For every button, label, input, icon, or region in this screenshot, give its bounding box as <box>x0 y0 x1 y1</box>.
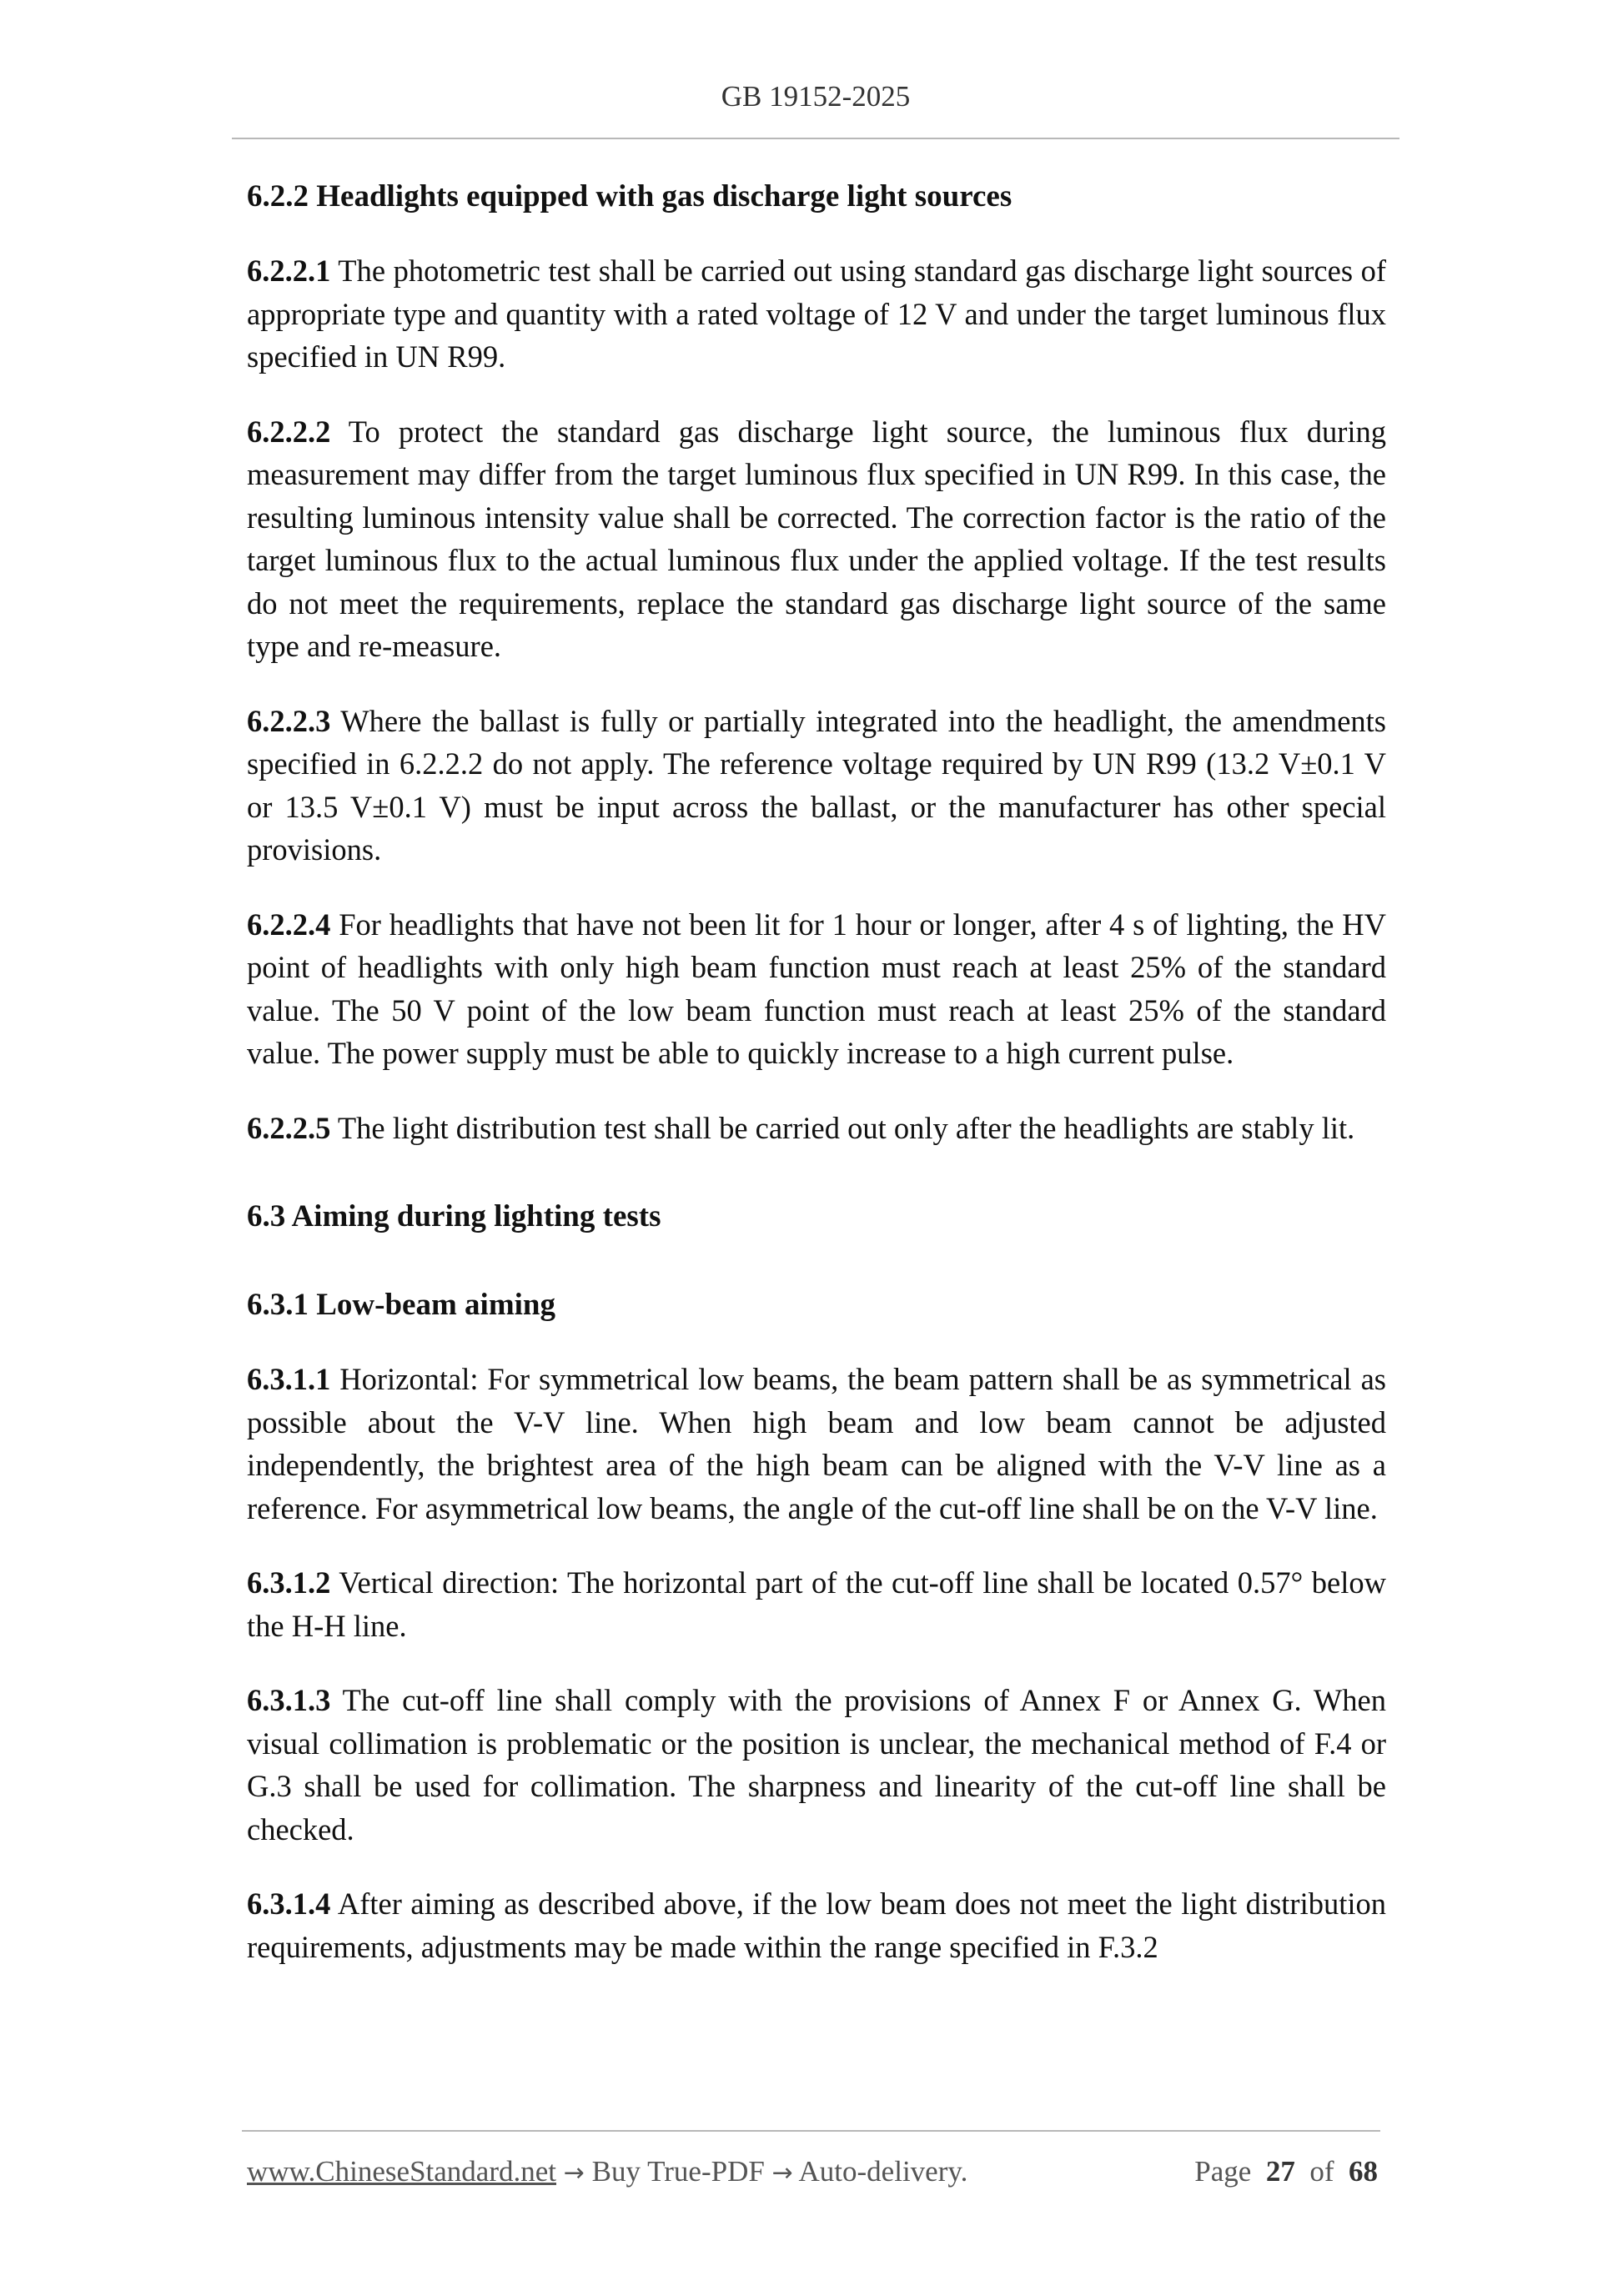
clause-number: 6.3.1.4 <box>247 1887 331 1921</box>
header-divider <box>232 138 1399 139</box>
clause-text: Horizontal: For symmetrical low beams, the beam pattern shall be as symmetrical as possible about the V-V line. When high beam and low beam cannot be adjusted independently, the brightest area of the high beam can be aligned with the V-V line as a reference. For asymmetrical low beams, the angle of the cut-off line shall be on the V-V line. <box>247 1362 1386 1525</box>
clause-6-3-1-4 <box>247 1882 1386 1968</box>
section-heading-6-3-1: 6.3.1 Low-beam aiming <box>247 1288 555 1322</box>
clause-6-2-2-3 <box>247 700 1386 872</box>
clause-number: 6.2.2.5 <box>247 1110 331 1145</box>
clause-6-2-2-5 <box>247 1107 1386 1150</box>
clause-text: The light distribution test shall be carried out only after the headlights are stably lit. <box>330 1110 1355 1145</box>
auto-delivery-text: Auto-delivery. <box>798 2155 968 2188</box>
arrow-right-icon: → <box>563 2158 585 2188</box>
clause-6-3-1-2 <box>247 1561 1386 1647</box>
clause-number: 6.3.1.1 <box>247 1362 331 1396</box>
site-link[interactable]: www.ChineseStandard.net <box>247 2155 556 2188</box>
clause-6-2-2-1 <box>247 249 1386 379</box>
clause-text: To protect the standard gas discharge light source, the luminous flux during measurement may differ from the target luminous flux specified in UN R99. In this case, the resulting luminous intensity value shall be corrected. The correction factor is the ratio of the target luminous flux to the actual luminous flux under the applied voltage. If the test results do not meet the requirements, replace the standard gas discharge light source of the same type and re-measure. <box>247 414 1386 663</box>
clause-text: After aiming as described above, if the low beam does not meet the light distribution requirements, adjustments may be made within the range specified in F.3.2 <box>247 1887 1386 1964</box>
header-doc-code: GB 19152-2025 <box>721 80 911 113</box>
document-body <box>247 175 1386 1968</box>
clause-number: 6.3.1.2 <box>247 1565 331 1600</box>
clause-6-2-2-2 <box>247 410 1386 668</box>
page-total: 68 <box>1349 2155 1378 2188</box>
buy-true-pdf-text: Buy True-PDF <box>591 2155 765 2188</box>
clause-text: Vertical direction: The horizontal part of the cut-off line shall be located 0.57° below the H-H line. <box>247 1565 1386 1643</box>
footer-divider <box>242 2130 1380 2132</box>
section-heading-6-2-2: 6.2.2 Headlights equipped with gas discharge light sources <box>247 179 1012 214</box>
clause-number: 6.2.2.2 <box>247 414 331 449</box>
clause-text: The cut-off line shall comply with the provisions of Annex F or Annex G. When visual collimation is problematic or the position is unclear, the mechanical method of F.4 or G.3 shall be used for collimation. The sharpness and linearity of the cut-off line shall be checked. <box>247 1683 1386 1846</box>
clause-text: For headlights that have not been lit for 1 hour or longer, after 4 s of lighting, the HV point of headlights with only high beam function must reach at least 25% of the standard value. The 50 V point of the low beam function must reach at least 25% of the standard value. The power supply must be able to quickly increase to a high current pulse. <box>247 907 1386 1070</box>
clause-number: 6.2.2.3 <box>247 703 331 738</box>
clause-text: The photometric test shall be carried out using standard gas discharge light sources of appropriate type and quantity with a rated voltage of 12 V and under the target luminous flux specified in UN R99. <box>247 254 1386 374</box>
footer-links <box>247 2155 967 2188</box>
page-of: of <box>1309 2155 1334 2188</box>
page-footer <box>247 2155 1378 2197</box>
clause-6-3-1-1 <box>247 1358 1386 1530</box>
clause-number: 6.2.2.4 <box>247 907 331 942</box>
clause-number: 6.3.1.3 <box>247 1683 331 1717</box>
clause-6-3-1-3 <box>247 1679 1386 1851</box>
page-label: Page <box>1194 2155 1252 2188</box>
clause-number: 6.2.2.1 <box>247 254 331 288</box>
clause-6-2-2-4 <box>247 903 1386 1075</box>
page-number <box>1194 2155 1378 2188</box>
clause-text: Where the ballast is fully or partially integrated into the headlight, the amendments specified in 6.2.2.2 do not apply. The reference voltage required by UN R99 (13.2 V±0.1 V or 13.5 V±0.1 V) must be input across the ballast, or the manufacturer has other special provisions. <box>247 703 1386 867</box>
section-heading-6-3: 6.3 Aiming during lighting tests <box>247 1199 661 1233</box>
arrow-right-icon: → <box>771 2158 793 2188</box>
page-current: 27 <box>1265 2155 1295 2188</box>
